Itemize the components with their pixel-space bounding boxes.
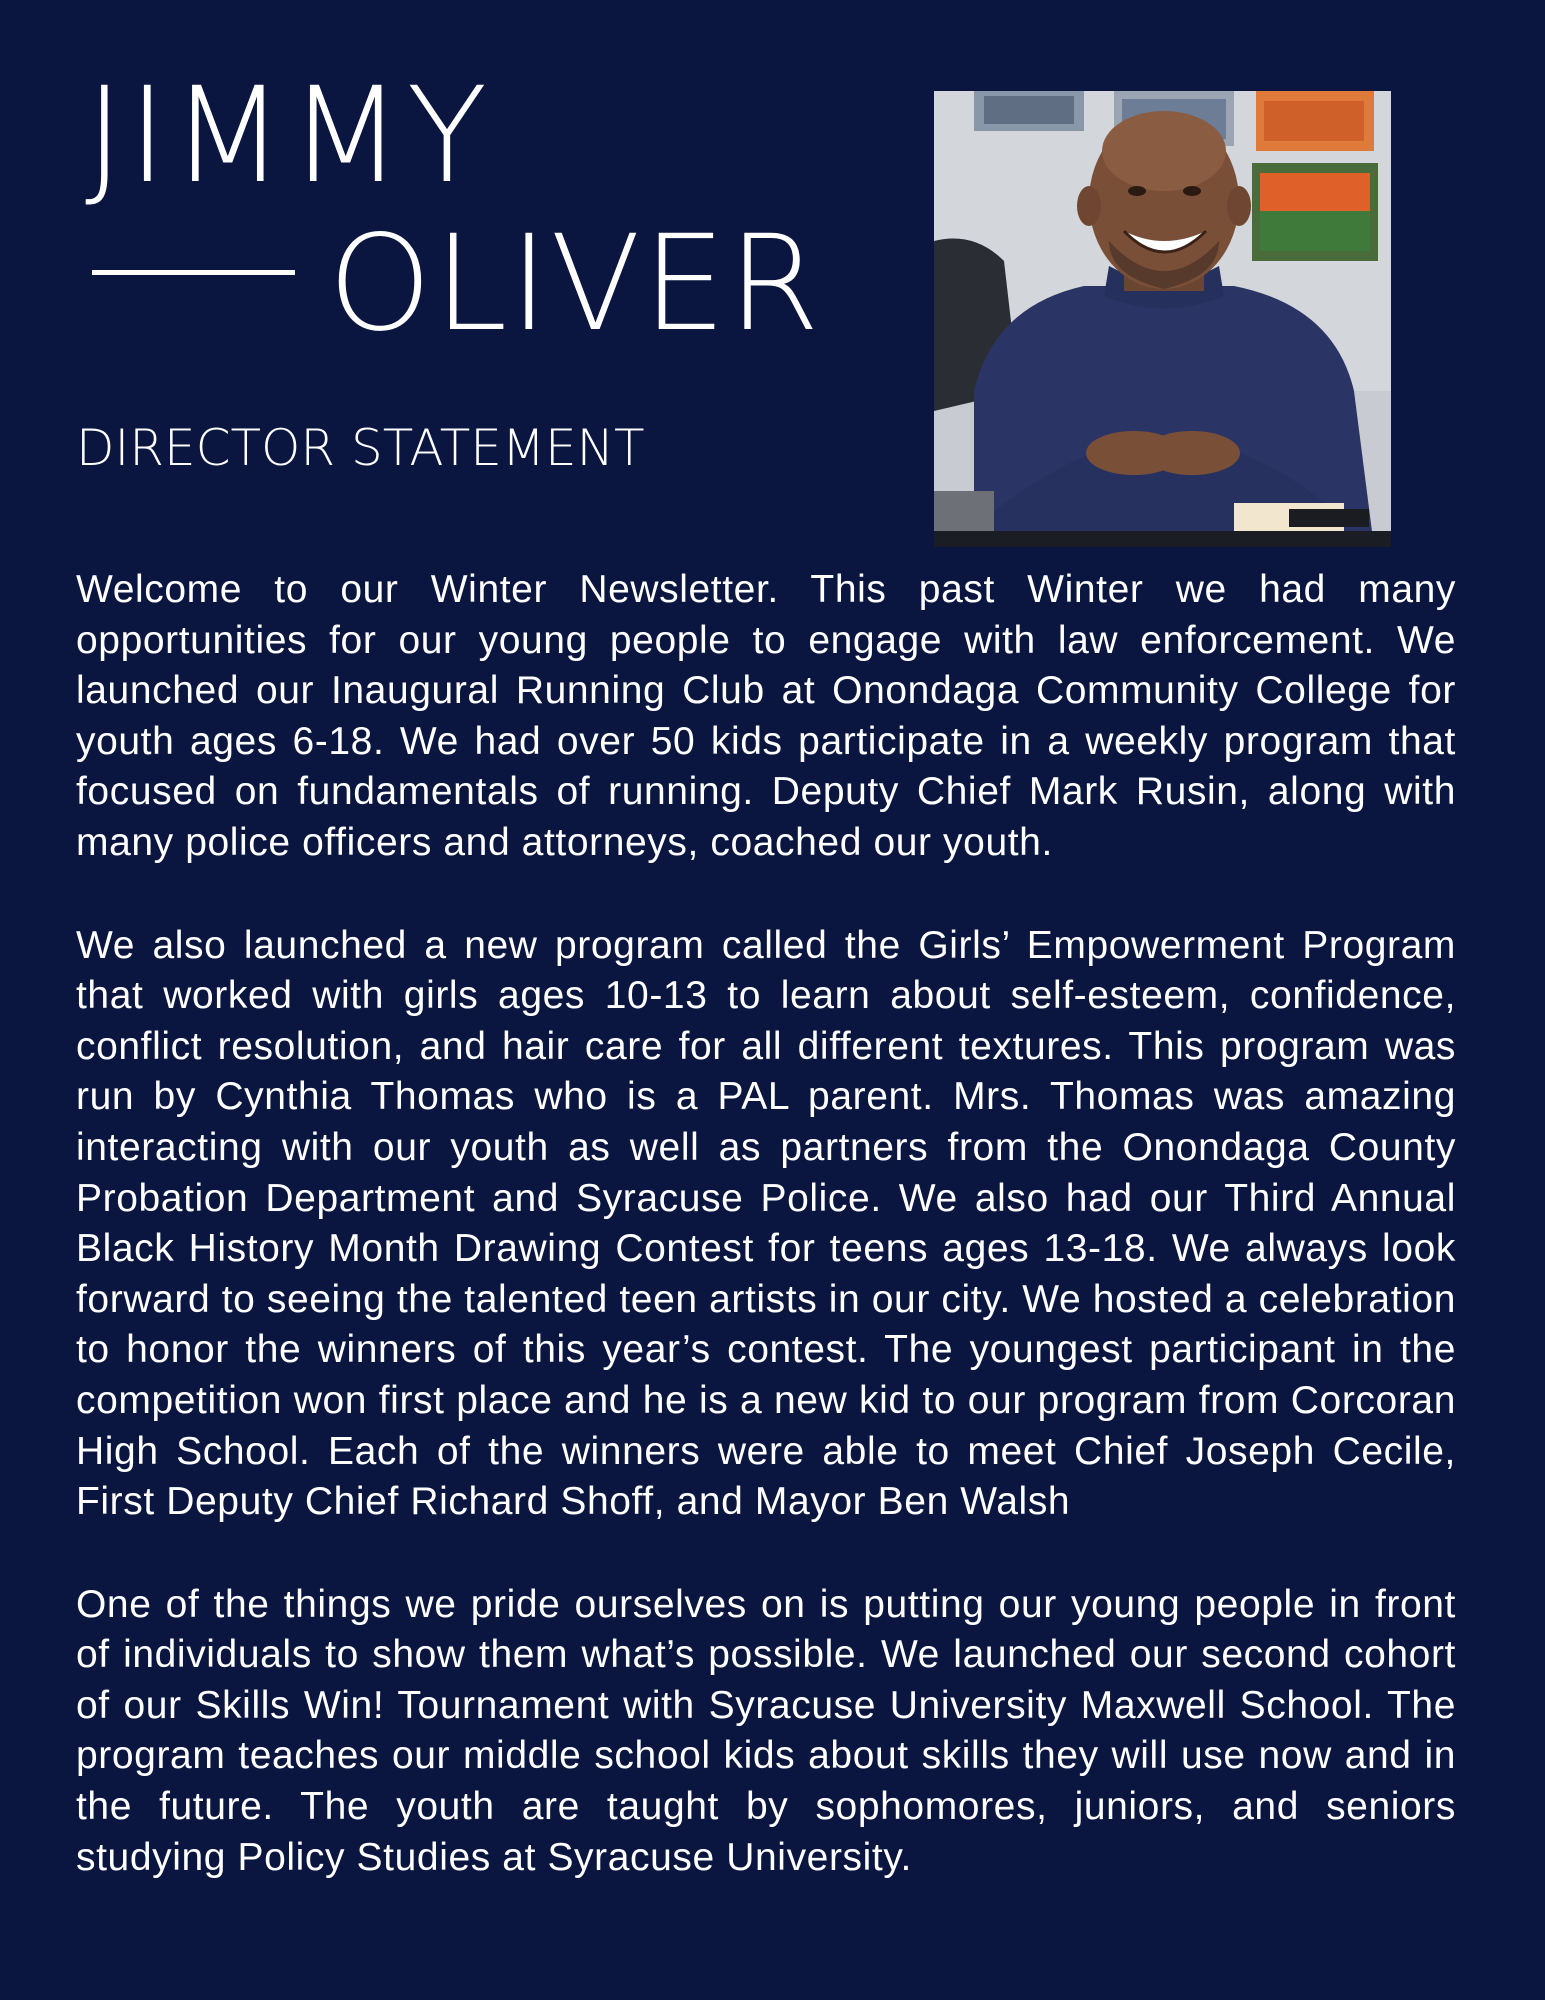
director-photo	[934, 91, 1391, 547]
section-title: DIRECTOR STATEMENT	[76, 419, 645, 477]
director-statement-body	[76, 565, 1456, 1933]
director-first-name: JIMMY	[85, 59, 492, 213]
statement-paragraph-1: Welcome to our Winter Newsletter. This past Winter we had many opportunities for our young people to engage with law enforcement. We launched our Inaugural Running Club at Onondaga Community College for youth ages 6-18. We had over 50 kids participate in a weekly program that focused on fundamentals of running. Deputy Chief Mark Rusin, along with many police officers and attorneys, coached our youth.	[76, 568, 1456, 864]
name-divider-line	[92, 270, 295, 275]
person-photo-icon	[934, 91, 1391, 547]
statement-paragraph-3: One of the things we pride ourselves on is putting our young people in front of individuals to show them what’s possible. We launched our second cohort of our Skills Win! Tournament with Syracuse University Maxwell School. The program teaches our middle school kids about skills they will use now and in the future. The youth are taught by sophomores, juniors, and seniors studying Policy Studies at Syracuse University.	[76, 1582, 1456, 1879]
statement-paragraph-2: We also launched a new program called the Girls’ Empowerment Program that worked with girls ages 10-13 to learn about self-esteem, confidence, conflict resolution, and hair care for all different textures. This program was run by Cynthia Thomas who is a PAL parent. Mrs. Thomas was amazing interacting with our youth as well as partners from the Onondaga County Probation Department and Syracuse Police. We also had our Third Annual Black History Month Drawing Contest for teens ages 13-18. We always look forward to seeing the talented teen artists in our city. We hosted a celebration to honor the winners of this year’s contest. The youngest participant in the competition won first place and he is a new kid to our program from Corcoran High School. Each of the winners were able to meet Chief Joseph Cecile, First Deputy Chief Richard Shoff, and Mayor Ben Walsh	[76, 923, 1456, 1524]
director-last-name: OLIVER	[328, 207, 822, 361]
